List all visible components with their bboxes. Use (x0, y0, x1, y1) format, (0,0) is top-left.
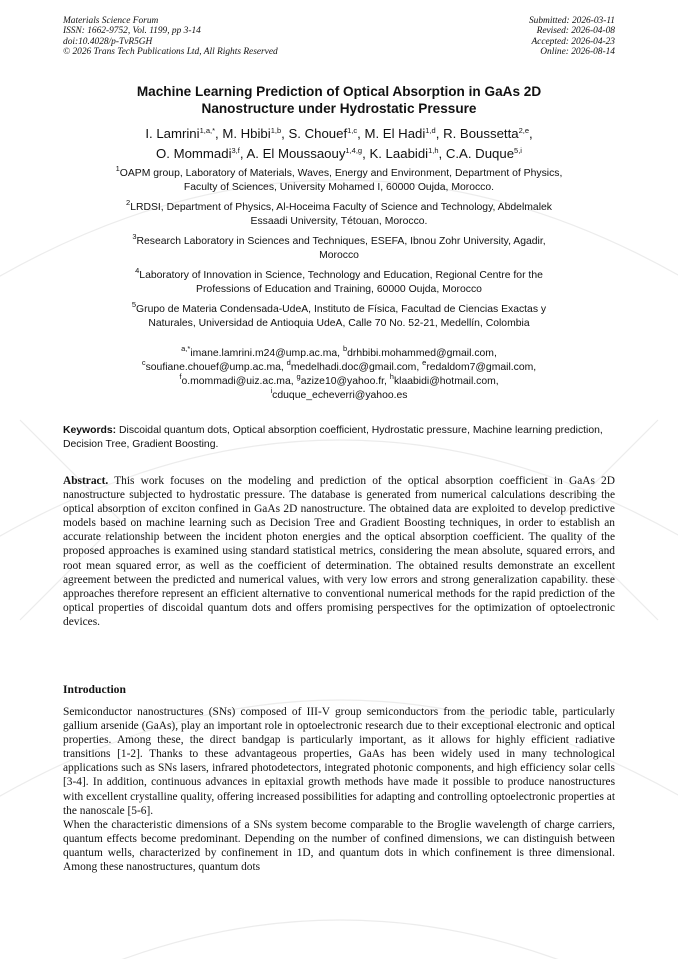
author-name: A. El Moussaouy (246, 146, 346, 161)
affiliation-text: Laboratory of Innovation in Science, Technology and Education, Regional Centre for the (139, 269, 543, 281)
journal-name: Materials Science Forum (63, 16, 159, 26)
author-name: M. El Hadi (364, 126, 426, 141)
keywords (63, 424, 615, 452)
author-sup: 1,4,g (345, 146, 363, 155)
affiliation-3 (63, 231, 615, 263)
revised-date: Revised: 2026-04-08 (536, 26, 615, 37)
affiliation-text: LRDSI, Department of Physics, Al-Hoceima Faculty of Science and Technology, Abdelmalek (130, 201, 552, 213)
dates-header (529, 16, 615, 58)
email-link[interactable]: redaldom7@gmail.com, (426, 362, 537, 373)
email-link[interactable]: imane.lamrini.m24@ump.ac.ma, (190, 348, 343, 359)
author-sep: , (357, 126, 365, 141)
affiliation-text: OAPM group, Laboratory of Materials, Waves, Energy and Environment, Department of Physics, (119, 168, 563, 179)
author-sep: , (362, 146, 370, 161)
title-line-1: Machine Learning Prediction of Optical Absorption in GaAs 2D (136, 84, 542, 99)
author-sep: , (435, 126, 444, 141)
email-line-1: $^{a,*}$imane.lamrini.m24@ump.ac.ma, $^b$drhbibi.mohammed@gmail.com, (181, 344, 497, 359)
title-line-2: Nanostructure under Hydrostatic Pressure (201, 101, 477, 116)
affiliation-text: Faculty of Sciences, University Mohamed I, 60000 Oujda, Morocco. (183, 182, 495, 194)
affiliation-text: Research Laboratory in Sciences and Techniques, ESEFA, Ibnou Zohr University, Agadir, (136, 235, 546, 247)
online-date: Online: 2026-08-14 (540, 47, 615, 58)
author-sep: , (239, 146, 247, 161)
affiliation-5 (63, 299, 615, 331)
submitted-date: Submitted: 2026-03-11 (528, 16, 615, 26)
paragraph: Semiconductor nanostructures (SNs) composed of III-V group semiconductors from the periodic table, particularly gallium arsenide (GaAs), play an important role in optoelectronic research due to their exceptional electronic and optical properties. Among these, the direct bandgap is particularly important, as it allows for highly efficient radiative transitions [1-2]. Thanks to these advantageous properties, GaAs has been widely used in many technological applications such as SNs lasers, infrared photodetectors, integrated photonic components, and high efficiency solar cells [3-4]. In addition, continuous advances in epitaxial growth methods have made it possible to produce nanostructures with excellent crystalline quality, offering increased possibilities for adapting and controlling optoelectronic properties at the nanoscale [5-6]. (63, 706, 615, 817)
affiliations (63, 164, 615, 337)
author-list (63, 124, 615, 164)
author-sup: 1,h (428, 146, 439, 155)
author-sup: 5,i (514, 146, 522, 155)
author-line-1 (63, 124, 615, 144)
affiliation-num: 1 (115, 164, 120, 173)
email-link[interactable]: soufiane.chouef@ump.ac.ma, (145, 362, 287, 373)
email-link[interactable]: medelhadi.doc@gmail.com, (290, 362, 423, 373)
affiliation-text: Essaadi University, Tétouan, Morocco. (250, 216, 428, 228)
author-name: O. Mommadi (156, 146, 232, 161)
author-name: I. Lamrini (145, 126, 200, 141)
email-link[interactable]: klaabidi@hotmail.com, (393, 376, 499, 387)
author-sep: , (215, 126, 223, 141)
affiliation-num: 4 (135, 265, 140, 275)
author-sup: 2,e (518, 126, 529, 135)
email-line-3: $^f$o.mommadi@uiz.ac.ma, $^g$azize10@yahoo.fr, $^h$klaabidi@hotmail.com, (179, 372, 499, 387)
author-name: S. Chouef (288, 126, 348, 141)
abstract-label: Abstract. (63, 475, 109, 487)
introduction-body (63, 705, 615, 874)
copyright-line: © 2026 Trans Tech Publications Ltd, All Rights Reserved (63, 47, 278, 58)
author-sep: , (529, 126, 533, 141)
email-link[interactable]: cduque_echeverri@yahoo.es (272, 390, 408, 401)
keywords-label: Keywords: (63, 425, 117, 436)
abstract-text: This work focuses on the modeling and prediction of the optical absorption coefficient in GaAs 2D nanostructure subjected to hydrostatic pressure. The database is generated from numerical calculations describing the optical absorption of exciton confined in GaAs 2D nanostructure. The obtained data are exploited to develop predictive models based on machine learning such as Decision Tree and Gradient Boosting techniques, in order to establish an accurate relationship between the incident photon energies and the optical absorption coefficient. The quality of the proposed approaches is examined using standard statistical metrics, considering the mean absolute, squared errors, and root mean squared error, as well as the coefficient of determination. The obtained results demonstrate an excellent agreement between the predicted and numerical values, with very low errors and strong generalization capability. these approaches therefore represent an efficient alternative to conventional numerical methods for the rapid prediction of the optical properties of discoidal quantum dots and offers promising perspectives for the optimization of optoelectronic devices. (63, 475, 615, 628)
email-link[interactable]: azize10@yahoo.fr, (300, 376, 390, 387)
author-sup: 1,d (425, 126, 436, 135)
affiliation-text: Professions of Education and Training, 60000 Oujda, Morocco (196, 283, 482, 295)
author-sep: , (438, 146, 446, 161)
author-name: C.A. Duque (445, 146, 515, 161)
affiliation-1 (63, 164, 615, 195)
keywords-text: Discoidal quantum dots, Optical absorption coefficient, Hydrostatic pressure, Machine learning prediction, Decision Tree, Gradient Boosting. (63, 425, 603, 450)
affiliation-num: 5 (131, 299, 137, 309)
email-line-2: $^c$soufiane.chouef@ump.ac.ma, $^d$medelhadi.doc@gmail.com, $^e$redaldom7@gmail.com, (141, 358, 537, 373)
affiliation-text: Morocco (319, 250, 359, 262)
affiliation-4 (63, 265, 615, 297)
author-name: K. Laabidi (369, 146, 429, 161)
doi-line: doi:10.4028/p-TvR5GH (63, 36, 153, 47)
affiliation-2 (63, 197, 615, 229)
author-name: M. Hbibi (222, 126, 271, 141)
accepted-date: Accepted: 2026-04-23 (531, 36, 615, 47)
author-name: R. Boussetta (443, 126, 519, 141)
author-sup: 1,c (347, 126, 358, 135)
email-list (63, 344, 615, 403)
section-heading-introduction: Introduction (63, 683, 126, 696)
author-sup: 3,f (231, 146, 240, 155)
issn-line: ISSN: 1662-9752, Vol. 1199, pp 3-14 (63, 26, 201, 37)
author-sep: , (281, 126, 289, 141)
email-link[interactable]: drhbibi.mohammed@gmail.com, (347, 348, 497, 359)
affiliation-num: 3 (132, 231, 137, 241)
affiliation-text: Naturales, Universidad de Antioquia UdeA, Calle 70 No. 52-21, Medellín, Colombia (148, 317, 530, 329)
author-sup: 1,b (270, 126, 282, 135)
author-line-2 (63, 144, 615, 164)
email-line-4: $^i$cduque_echeverri@yahoo.es (270, 386, 408, 401)
affiliation-num: 2 (126, 197, 131, 207)
email-link[interactable]: o.mommadi@uiz.ac.ma, (181, 376, 297, 387)
paragraph: When the characteristic dimensions of a SNs system become comparable to the Broglie wavelength of charge carriers, quantum effects become predominant. Depending on the number of confined dimensions, we can distinguish between quantum wells, characterized by confinement in 1D, and quantum dots in which confinement is three dimensional. Among these nanostructures, quantum dots (63, 818, 615, 874)
affiliation-text: Grupo de Materia Condensada-UdeA, Instituto de Física, Facultad de Ciencias Exactas y (136, 303, 547, 315)
paper-title (63, 83, 615, 117)
abstract (63, 474, 615, 629)
author-sup: 1,a,* (199, 126, 215, 135)
journal-header (63, 16, 278, 58)
